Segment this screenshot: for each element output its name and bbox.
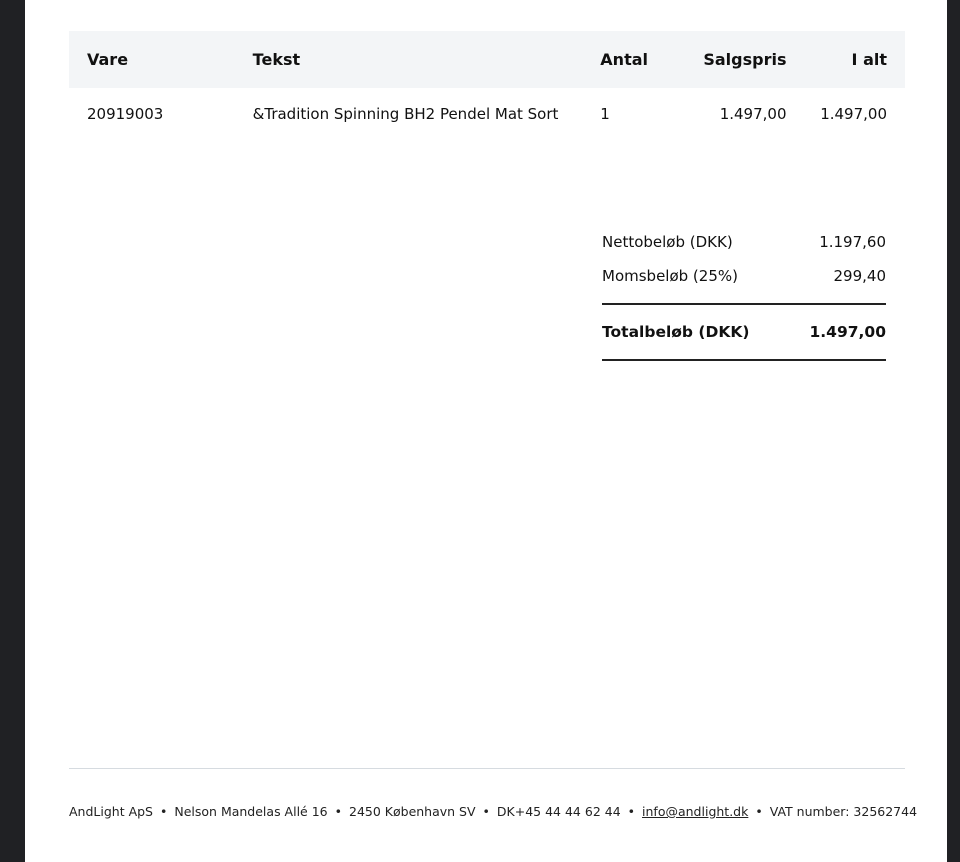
vat-amount-value: 299,40 (833, 267, 886, 285)
total-amount-row (602, 305, 886, 359)
totals-block (602, 225, 886, 361)
footer-vat-number: VAT number: 32562744 (769, 804, 918, 819)
cell-i-alt: 1.497,00 (820, 105, 887, 123)
total-amount-value: 1.497,00 (809, 323, 886, 341)
cell-antal: 1 (600, 105, 610, 123)
footer-company: AndLight ApS (69, 804, 153, 819)
net-amount-value: 1.197,60 (819, 233, 886, 251)
footer-address (69, 804, 515, 819)
cell-vare: 20919003 (87, 105, 164, 123)
bullet-separator: • (627, 804, 636, 819)
cell-salgspris: 1.497,00 (719, 105, 787, 123)
header-salgspris: Salgspris (703, 50, 787, 69)
cell-tekst: &Tradition Spinning BH2 Pendel Mat Sort (252, 105, 559, 123)
footer-phone: +45 44 44 62 44 (514, 804, 621, 819)
bullet-separator: • (482, 804, 490, 819)
header-tekst: Tekst (252, 50, 301, 69)
footer-divider (69, 768, 905, 769)
footer-email-link[interactable]: info@andlight.dk (642, 804, 749, 819)
totals-divider-bottom (602, 359, 886, 361)
bullet-separator: • (160, 804, 168, 819)
bullet-separator: • (755, 804, 763, 819)
vat-amount-label: Momsbeløb (25%) (602, 267, 738, 285)
table-row (69, 88, 905, 140)
table-header-row (69, 31, 905, 88)
net-amount-row (602, 225, 886, 259)
footer (69, 804, 918, 819)
invoice-page (25, 0, 947, 862)
footer-country: DK (496, 804, 515, 819)
total-amount-label: Totalbeløb (DKK) (602, 323, 750, 341)
vat-amount-row (602, 259, 886, 293)
invoice-items-table (69, 31, 905, 140)
header-i-alt: I alt (851, 50, 887, 69)
header-antal: Antal (600, 50, 648, 69)
header-vare: Vare (87, 50, 129, 69)
footer-contact (515, 804, 917, 819)
net-amount-label: Nettobeløb (DKK) (602, 233, 733, 251)
bullet-separator: • (334, 804, 342, 819)
footer-city: 2450 København SV (349, 804, 476, 819)
footer-street: Nelson Mandelas Allé 16 (174, 804, 328, 819)
